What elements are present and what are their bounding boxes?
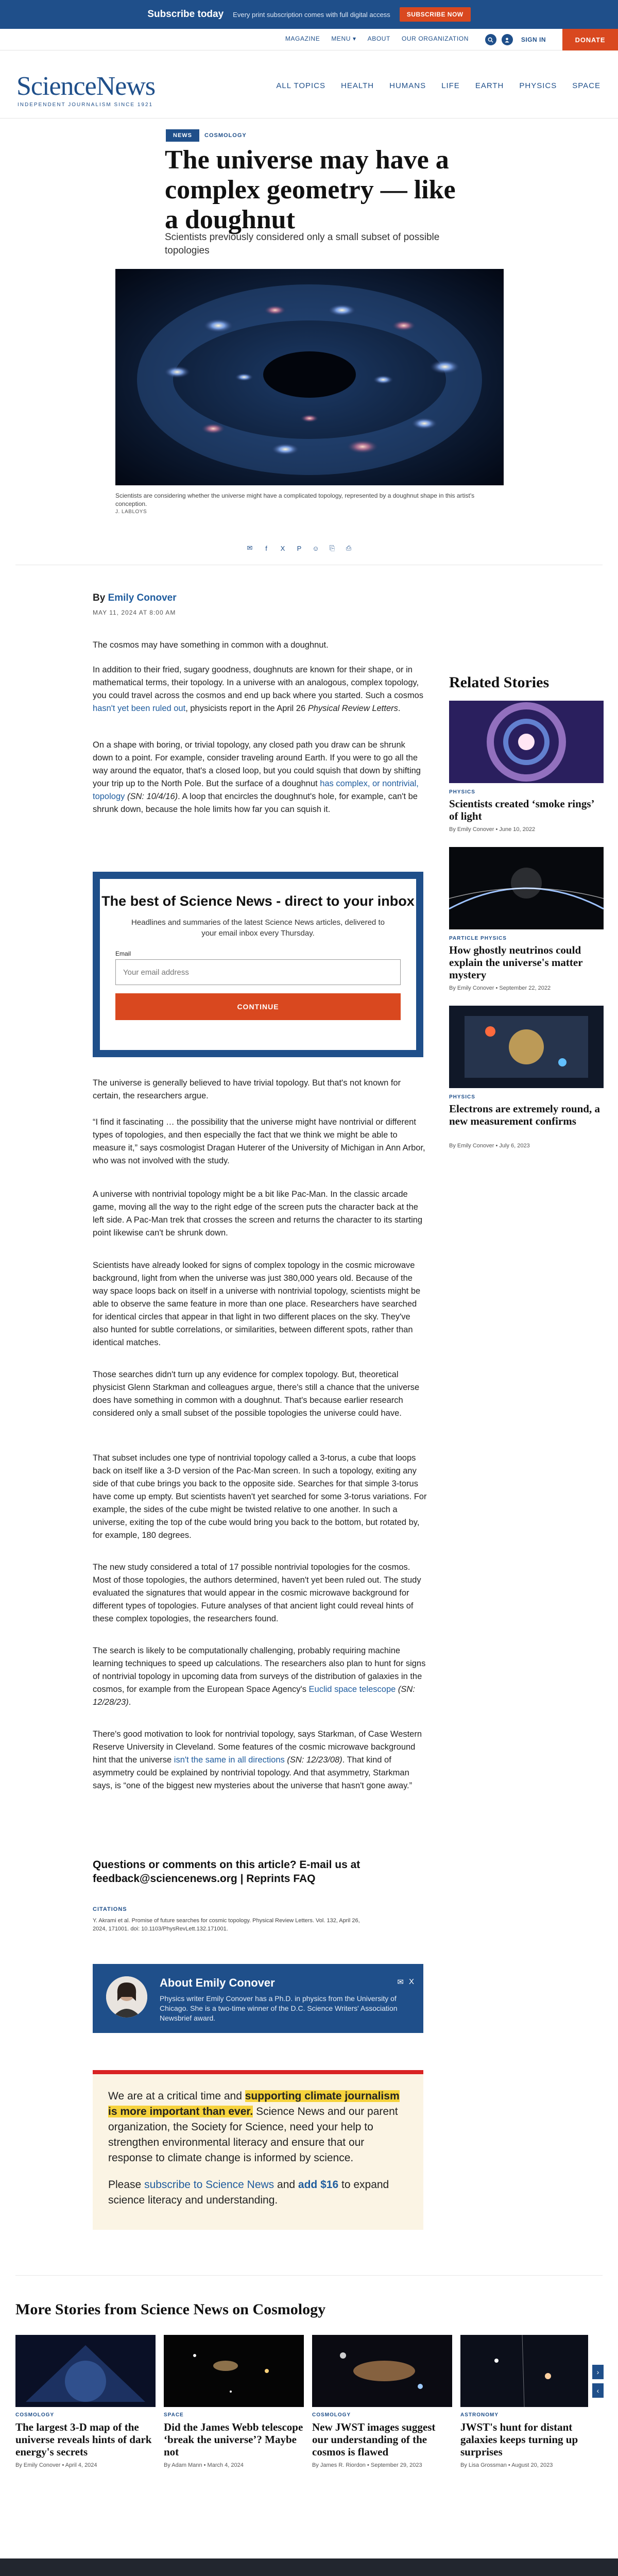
more-stories-heading: More Stories from Science News on Cosmology	[15, 2301, 326, 2318]
utility-nav	[0, 29, 618, 50]
hero-image	[115, 269, 504, 485]
support-box	[93, 2070, 423, 2230]
add-16-link[interactable]: add $16	[298, 2179, 339, 2191]
menu-link[interactable]: MENU ▾	[331, 35, 356, 42]
story-topic[interactable]: ASTRONOMY	[460, 2412, 499, 2418]
site-tagline: INDEPENDENT JOURNALISM SINCE 1921	[18, 102, 153, 108]
story-card[interactable]	[164, 2335, 304, 2468]
reddit-share-icon[interactable]: ☺	[312, 544, 319, 552]
story-image[interactable]	[164, 2335, 304, 2407]
author-box	[93, 1964, 423, 2033]
search-icon[interactable]	[485, 34, 496, 45]
nav-space[interactable]: SPACE	[572, 81, 600, 90]
story-topic[interactable]: SPACE	[164, 2412, 184, 2418]
author-name[interactable]: About Emily Conover	[160, 1976, 275, 1989]
continue-button[interactable]: CONTINUE	[115, 993, 401, 1020]
subscribe-tagline: Every print subscription comes with full digital access	[233, 10, 390, 19]
pinterest-share-icon[interactable]: P	[297, 544, 302, 552]
euclid-link[interactable]: Euclid space telescope	[308, 1685, 396, 1694]
story-title[interactable]: Did the James Webb telescope ‘break the universe’? Maybe not	[164, 2421, 303, 2458]
related-meta: By Emily Conover • June 10, 2022	[449, 826, 536, 833]
avatar	[106, 1976, 147, 2018]
image-credit: J. LABLOYS	[115, 509, 147, 515]
paragraph: In addition to their fried, sugary goodness, doughnuts are known for their shape, or in mathematical terms, their topology. In a universe with an analogous, complex topology, you could travel across the cosmos and end up back where you started. Such a cosmos hasn't yet been ruled out, physicists report in the April 26 Physical Review Letters.	[93, 665, 424, 713]
paragraph: On a shape with boring, or trivial topology, any closed path you draw can be shrunk down to a point. For example, consider traveling around Earth. If you were to go all the way around the equator, that's a closed loop, but you could squish that down by shifting your trip up to the North Pole. But the surface of a doughnut has complex, or nontrivial, topology (SN: 10/4/16). A loop that encircles the doughnut's hole, for example, can't be shrunk down, because the hole limits how far you can squish it.	[93, 740, 421, 814]
copy-link-icon[interactable]: ⎘	[329, 544, 335, 552]
organization-link[interactable]: OUR ORGANIZATION	[401, 35, 469, 42]
directions-link[interactable]: isn't the same in all directions	[174, 1755, 285, 1765]
facebook-share-icon[interactable]: f	[265, 544, 267, 552]
related-image[interactable]	[449, 847, 604, 929]
article-dek: Scientists previously considered only a small subset of possible topologies	[165, 232, 440, 256]
paragraph: A universe with nontrivial topology might be a bit like Pac-Man. In the classic arcade game, moving all the way to the right edge of the screen puts the character back at the left side. A Pac-Man trek that crosses the screen and returns the character to its starting point likewise can't be shrunk down.	[93, 1190, 423, 1238]
story-topic[interactable]: COSMOLOGY	[15, 2412, 55, 2418]
related-topic[interactable]: PHYSICS	[449, 789, 475, 795]
subscribe-banner	[0, 0, 618, 29]
topic-link[interactable]: COSMOLOGY	[204, 132, 247, 139]
story-title[interactable]: JWST's hunt for distant galaxies keeps turning up surprises	[460, 2421, 578, 2458]
article-headline: The universe may have a complex geometry — like a doughnut	[165, 145, 456, 234]
paragraph: There's good motivation to look for nontrivial topology, says Starkman, of Case Western Reserve University in Cleveland. Some features of the cosmic microwave background hint that the universe isn't the same in all directions (SN: 12/23/08). That kind of asymmetry could be explained by nontrivial topology. And that asymmetry, Starkman says, is “one of the biggest new mysteries about the universe that hasn't gone away.”	[93, 1730, 422, 1790]
related-topic[interactable]: PHYSICS	[449, 1094, 475, 1100]
next-arrow-icon[interactable]: ›	[592, 2365, 604, 2379]
support-cta: Please subscribe to Science News and add $16 to expand science literacy and understanding.	[108, 2179, 389, 2206]
email-field[interactable]	[115, 959, 401, 985]
topology-link[interactable]: has complex, or nontrivial, topology	[93, 779, 419, 801]
related-image[interactable]	[449, 701, 604, 783]
paragraph: The search is likely to be computationally challenging, probably requiring machine learning techniques to speed up calculations. The researchers also plan to hunt for signs of nontrivial topology in upcoming data from surveys of the distribution of galaxies in the cosmos, for example from the European Space Agency's Euclid space telescope (SN: 12/28/23).	[93, 1646, 426, 1707]
subscribe-title[interactable]: Subscribe today	[147, 9, 224, 20]
site-logo[interactable]: ScienceNews	[16, 72, 156, 101]
story-card[interactable]	[312, 2335, 452, 2468]
site-footer	[0, 2558, 618, 2576]
nav-physics[interactable]: PHYSICS	[519, 81, 557, 90]
related-title[interactable]: How ghostly neutrinos could explain the universe's matter mystery	[449, 944, 583, 981]
nav-health[interactable]: HEALTH	[341, 81, 374, 90]
about-link[interactable]: ABOUT	[367, 35, 390, 42]
story-image[interactable]	[312, 2335, 452, 2407]
sign-in-link[interactable]: SIGN IN	[521, 36, 546, 43]
nav-earth[interactable]: EARTH	[475, 81, 504, 90]
subscribe-link[interactable]: subscribe to Science News	[144, 2179, 274, 2191]
story-meta: By James R. Riordon • September 29, 2023	[312, 2462, 422, 2468]
mail-icon[interactable]: ✉	[397, 1978, 404, 1987]
prev-arrow-icon[interactable]: ‹	[592, 2383, 604, 2398]
byline: By Emily Conover	[93, 592, 177, 603]
story-meta: By Lisa Grossman • August 20, 2023	[460, 2462, 553, 2468]
email-share-icon[interactable]: ✉	[247, 544, 253, 552]
email-label: Email	[115, 950, 131, 957]
support-text: We are at a critical time and supporting climate journalism is more important than ever. Science News and our parent organization, the Society for Science, need your help to strengthen environmental literacy and ensure that our response to climate change is informed by science.	[108, 2090, 400, 2164]
donate-button[interactable]: DONATE	[562, 29, 618, 50]
main-nav	[276, 81, 600, 90]
paragraph: That subset includes one type of nontrivial topology called a 3-torus, a cube that loops back on itself like a 3-D version of the Pac-Man screen. In such a topology, exiting any side of that cube brings you back to the opposite side. Searches for that simple 3-torus have come up empty. But scientists haven't yet searched for some 3-torus variations. For example, the sides of the cube might be twisted relative to one another. In such a universe, exiting the top of the cube would bring you back to the bottom, but rotated by, for example, 180 degrees.	[93, 1453, 427, 1540]
related-image[interactable]	[449, 1006, 604, 1088]
subscribe-now-button[interactable]: SUBSCRIBE NOW	[400, 7, 471, 22]
related-meta: By Emily Conover • September 22, 2022	[449, 985, 551, 991]
story-image[interactable]	[460, 2335, 588, 2407]
story-card[interactable]	[15, 2335, 156, 2468]
news-badge[interactable]: NEWS	[166, 129, 199, 142]
story-card[interactable]	[460, 2335, 588, 2468]
story-meta: By Adam Mann • March 4, 2024	[164, 2462, 244, 2468]
citations-heading: CITATIONS	[93, 1906, 127, 1912]
print-icon[interactable]: ⎙	[346, 544, 352, 552]
site-header	[0, 50, 618, 118]
divider	[15, 2275, 603, 2276]
share-bar	[244, 542, 355, 554]
citation[interactable]: Y. Akrami et al. Promise of future searches for cosmic topology. Physical Review Letters. Vol. 132, April 26, 2024, 171001. doi: 10.1103/PhysRevLett.132.171001.	[93, 1918, 360, 1932]
x-icon[interactable]: X	[408, 1977, 414, 1986]
related-topic[interactable]: PARTICLE PHYSICS	[449, 936, 507, 941]
related-heading: Related Stories	[449, 674, 550, 691]
ruled-out-link[interactable]: hasn't yet been ruled out	[93, 704, 186, 713]
related-title[interactable]: Scientists created ‘smoke rings’ of light	[449, 798, 594, 822]
story-title[interactable]: New JWST images suggest our understanding of the cosmos is flawed	[312, 2421, 436, 2458]
paragraph: Scientists have already looked for signs of complex topology in the cosmic microwave background, light from when the universe was just 380,000 years old. Because of the way space loops back on itself in a universe with nontrivial topology, scientists might be able to observe the same feature in more than one place. Researchers have searched for identical circles that appear in that light in two different places on the sky. They've also hunted for subtle correlations, or similarities, between different spots, rather than identical matches.	[93, 1261, 421, 1347]
related-meta: By Emily Conover • July 6, 2023	[449, 1143, 530, 1149]
questions-line[interactable]: Questions or comments on this article? E-mail us at feedback@sciencenews.org | Reprints FAQ	[93, 1859, 360, 1885]
paragraph: Those searches didn't turn up any evidence for complex topology. But, theoretical physicist Glenn Starkman and colleagues argue, there's still a chance that the universe does have something in common with a doughnut. That's because earlier research considered only a small subset of the possible topologies the universe could have.	[93, 1370, 420, 1418]
nav-all-topics[interactable]: ALL TOPICS	[276, 81, 326, 90]
publish-date: MAY 11, 2024 AT 8:00 AM	[93, 609, 176, 616]
magazine-link[interactable]: MAGAZINE	[285, 35, 320, 42]
author-link[interactable]: Emily Conover	[108, 592, 177, 603]
image-caption: Scientists are considering whether the universe might have a complicated topology, represented by a doughnut shape in this artist's conception.	[115, 492, 475, 507]
paragraph: The universe is generally believed to have trivial topology. But that's not known for certain, the researchers argue.	[93, 1078, 401, 1100]
nav-life[interactable]: LIFE	[441, 81, 460, 90]
newsletter-subtitle: Headlines and summaries of the latest Science News articles, delivered to your email inbox every Thursday.	[131, 918, 385, 938]
paragraph: The new study considered a total of 17 possible nontrivial topologies for the cosmos. Most of those topologies, the authors determined, haven't yet been ruled out. The study evaluated the signatures that would appear in the cosmic microwave background for different types of topologies. Future analyses of that ancient light could reveal hints of these complex topologies, the researchers found.	[93, 1563, 421, 1623]
paragraph: The cosmos may have something in common with a doughnut.	[93, 640, 329, 650]
story-meta: By Emily Conover • April 4, 2024	[15, 2462, 97, 2468]
author-bio: Physics writer Emily Conover has a Ph.D. in physics from the University of Chicago. She is a two-time winner of the D.C. Science Writers' Association Newsbrief award.	[160, 1994, 398, 2022]
nav-humans[interactable]: HUMANS	[389, 81, 426, 90]
paragraph: “I find it fascinating … the possibility that the universe might have nontrivial or different types of topologies, and then especially the fact that we think we might be able to measure it,” says cosmologist Dragan Huterer of the University of Michigan in Ann Arbor, who was not involved with the study.	[93, 1117, 425, 1165]
newsletter-title: The best of Science News - direct to your inbox	[101, 893, 415, 909]
x-share-icon[interactable]: X	[280, 544, 285, 552]
related-title[interactable]: Electrons are extremely round, a new measurement confirms	[449, 1103, 600, 1127]
story-image[interactable]	[15, 2335, 156, 2407]
story-topic[interactable]: COSMOLOGY	[312, 2412, 351, 2418]
newsletter-signup	[93, 872, 423, 1057]
story-title[interactable]: The largest 3-D map of the universe reveals hints of dark energy's secrets	[15, 2421, 152, 2458]
user-icon[interactable]	[502, 34, 513, 45]
